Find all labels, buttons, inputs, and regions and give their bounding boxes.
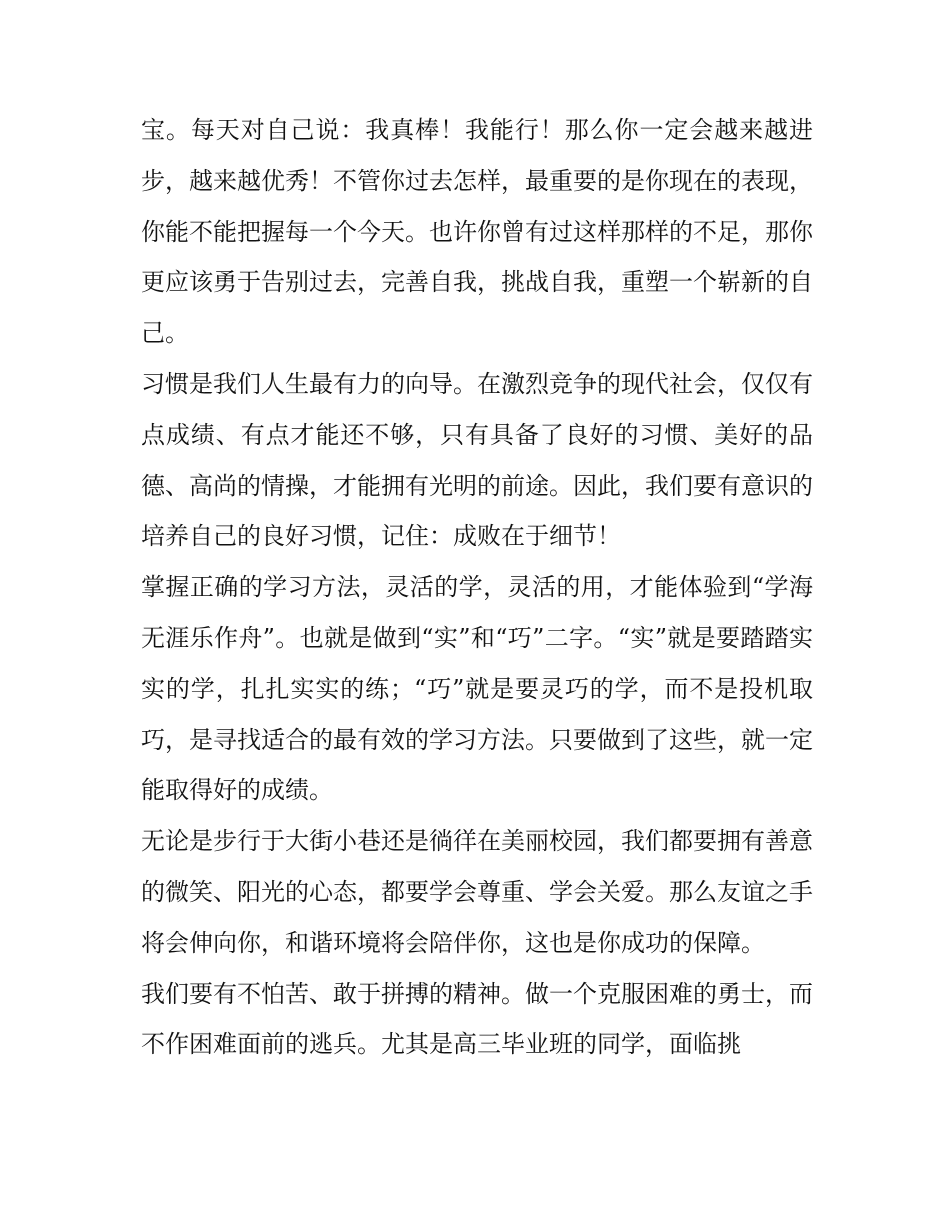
paragraph-4: 无论是步行于大街小巷还是徜徉在美丽校园，我们都要拥有善意的微笑、阳光的心态，都要学会尊重、学会关爱。那么友谊之手将会伸向你，和谐环境将会陪伴你，这也是你成功的保障。 (141, 827, 813, 957)
document-page (141, 105, 813, 1070)
paragraph-1: 宝。每天对自己说：我真棒！我能行！那么你一定会越来越进步，越来越优秀！不管你过去怎样，最重要的是你现在的表现，你能不能把握每一个今天。也许你曾有过这样那样的不足，那你更应该勇于告别过去，完善自我，挑战自我，重塑一个崭新的自己。 (141, 116, 813, 348)
paragraph-3: 掌握正确的学习方法，灵活的学，灵活的用，才能体验到“学海无涯乐作舟”。也就是做到“实”和“巧”二字。“实”就是要踏踏实实的学，扎扎实实的练；“巧”就是要灵巧的学，而不是投机取巧，是寻找适合的最有效的学习方法。只要做到了这些，就一定能取得好的成绩。 (141, 573, 813, 805)
paragraph-2: 习惯是我们人生最有力的向导。在激烈竞争的现代社会，仅仅有点成绩、有点才能还不够，只有具备了良好的习惯、美好的品德、高尚的情操，才能拥有光明的前途。因此，我们要有意识的培养自己的良好习惯，记住：成败在于细节！ (141, 369, 813, 551)
paragraph-5: 我们要有不怕苦、敢于拼搏的精神。做一个克服困难的勇士，而不作困难面前的逃兵。尤其是高三毕业班的同学，面临挑 (141, 979, 813, 1059)
